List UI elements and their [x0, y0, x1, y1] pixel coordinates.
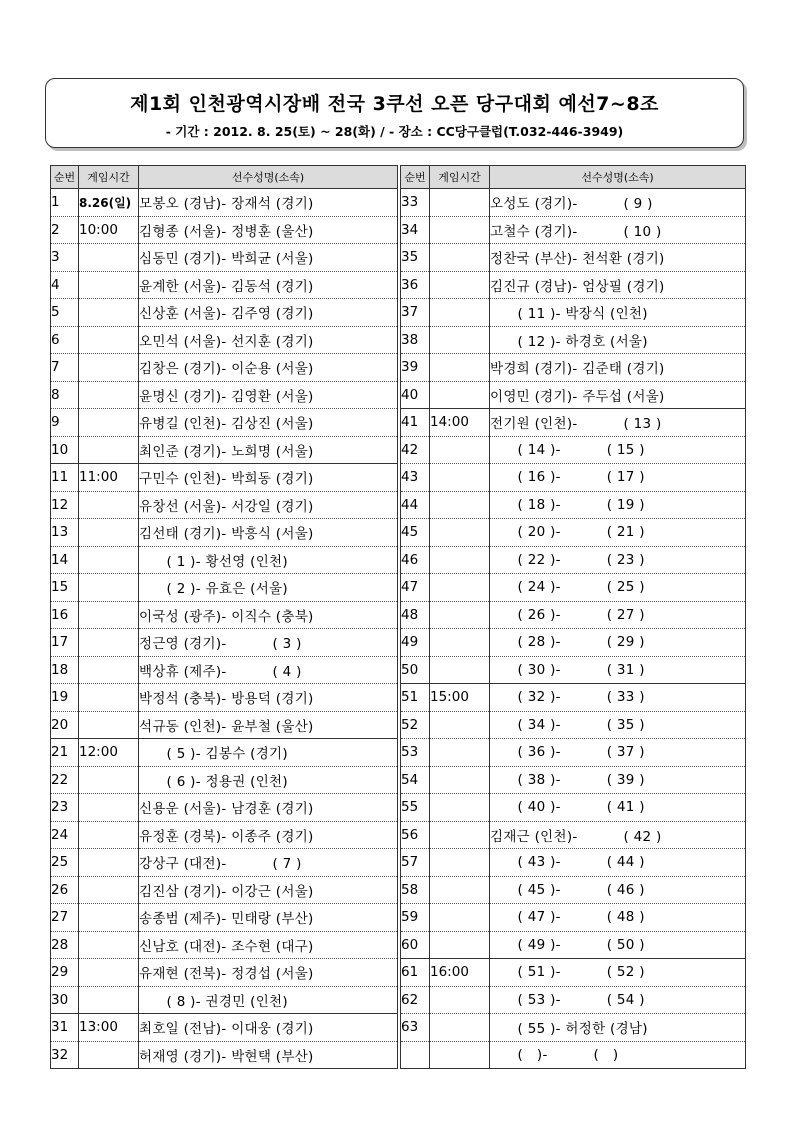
match-number: 28 — [51, 931, 79, 959]
game-time — [79, 711, 139, 739]
match-players: ( 11 )- 박장식 (인천) — [490, 299, 746, 327]
table-row — [401, 271, 746, 299]
table-row — [51, 409, 398, 437]
match-players: ( 51 )- ( 52 ) — [490, 959, 746, 987]
table-row — [401, 986, 746, 1014]
match-players: 강상구 (대전)- ( 7 ) — [139, 849, 398, 877]
table-row — [401, 766, 746, 794]
game-time: 15:00 — [430, 684, 490, 712]
match-number: 60 — [401, 931, 430, 959]
game-time — [430, 216, 490, 244]
schedule-body-right — [401, 189, 746, 1069]
match-number: 39 — [401, 354, 430, 382]
table-row — [401, 464, 746, 492]
col-header-no: 순번 — [401, 166, 430, 189]
match-number: 54 — [401, 766, 430, 794]
match-players: ( 36 )- ( 37 ) — [490, 739, 746, 767]
match-players: 오성도 (경기)- ( 9 ) — [490, 189, 746, 217]
game-time — [430, 1041, 490, 1069]
match-players: 김진규 (경남)- 엄상필 (경기) — [490, 271, 746, 299]
table-row — [401, 409, 746, 437]
match-players: 송종범 (제주)- 민태랑 (부산) — [139, 904, 398, 932]
match-number: 30 — [51, 986, 79, 1014]
match-players: ( 40 )- ( 41 ) — [490, 794, 746, 822]
match-players: ( 12 )- 하경호 (서울) — [490, 326, 746, 354]
game-time — [430, 381, 490, 409]
match-players: 박경희 (경기)- 김준태 (경기) — [490, 354, 746, 382]
game-time — [430, 766, 490, 794]
match-number: 14 — [51, 546, 79, 574]
match-players: 정찬국 (부산)- 천석환 (경기) — [490, 244, 746, 272]
table-row — [51, 464, 398, 492]
game-time — [430, 299, 490, 327]
match-number: 5 — [51, 299, 79, 327]
match-players: 유병길 (인천)- 김상진 (서울) — [139, 409, 398, 437]
game-time: 10:00 — [79, 216, 139, 244]
match-number: 55 — [401, 794, 430, 822]
table-row — [51, 354, 398, 382]
table-row — [51, 629, 398, 657]
match-players: ( 34 )- ( 35 ) — [490, 711, 746, 739]
game-time — [430, 189, 490, 217]
game-time — [79, 244, 139, 272]
match-number: 27 — [51, 904, 79, 932]
game-time — [79, 519, 139, 547]
col-header-players: 선수성명(소속) — [490, 166, 746, 189]
match-number: 45 — [401, 519, 430, 547]
match-players: 모봉오 (경남)- 장재석 (경기) — [139, 189, 398, 217]
match-players: 유정훈 (경북)- 이종주 (경기) — [139, 821, 398, 849]
table-row — [51, 849, 398, 877]
match-number: 53 — [401, 739, 430, 767]
table-row — [51, 959, 398, 987]
match-number: 21 — [51, 739, 79, 767]
match-number: 34 — [401, 216, 430, 244]
game-time — [79, 766, 139, 794]
match-players: 유창선 (서울)- 서강일 (경기) — [139, 491, 398, 519]
match-number: 37 — [401, 299, 430, 327]
game-time — [79, 409, 139, 437]
game-time — [430, 464, 490, 492]
match-number: 33 — [401, 189, 430, 217]
game-time — [79, 959, 139, 987]
table-row — [51, 684, 398, 712]
game-time — [79, 821, 139, 849]
match-number: 51 — [401, 684, 430, 712]
match-number: 50 — [401, 656, 430, 684]
match-players: ( )- ( ) — [490, 1041, 746, 1069]
table-row — [401, 601, 746, 629]
table-row — [401, 849, 746, 877]
match-number: 48 — [401, 601, 430, 629]
table-row — [51, 794, 398, 822]
table-row — [401, 711, 746, 739]
match-players: 김창은 (경기)- 이순용 (서울) — [139, 354, 398, 382]
match-players: 김재근 (인천)- ( 42 ) — [490, 821, 746, 849]
match-players: 정근영 (경기)- ( 3 ) — [139, 629, 398, 657]
match-players: 신용운 (서울)- 남경훈 (경기) — [139, 794, 398, 822]
table-row — [51, 546, 398, 574]
match-number: 42 — [401, 436, 430, 464]
match-number: 3 — [51, 244, 79, 272]
match-players: ( 22 )- ( 23 ) — [490, 546, 746, 574]
match-players: 유재현 (전북)- 정경섭 (서울) — [139, 959, 398, 987]
match-number: 57 — [401, 849, 430, 877]
table-row — [401, 244, 746, 272]
game-time — [79, 574, 139, 602]
match-players: ( 43 )- ( 44 ) — [490, 849, 746, 877]
game-time — [430, 849, 490, 877]
table-row — [401, 876, 746, 904]
table-row — [401, 931, 746, 959]
match-players: ( 47 )- ( 48 ) — [490, 904, 746, 932]
match-number: 36 — [401, 271, 430, 299]
match-number: 19 — [51, 684, 79, 712]
table-row — [401, 519, 746, 547]
table-row — [401, 546, 746, 574]
match-number: 23 — [51, 794, 79, 822]
match-players: ( 2 )- 유효은 (서울) — [139, 574, 398, 602]
match-players: ( 53 )- ( 54 ) — [490, 986, 746, 1014]
match-players: 최인준 (경기)- 노희명 (서울) — [139, 436, 398, 464]
game-time — [430, 931, 490, 959]
match-players: ( 45 )- ( 46 ) — [490, 876, 746, 904]
match-number: 44 — [401, 491, 430, 519]
match-number: 62 — [401, 986, 430, 1014]
game-time — [430, 271, 490, 299]
match-number: 56 — [401, 821, 430, 849]
game-time — [430, 821, 490, 849]
match-players: ( 6 )- 정용권 (인천) — [139, 766, 398, 794]
match-number: 7 — [51, 354, 79, 382]
match-players: ( 14 )- ( 15 ) — [490, 436, 746, 464]
schedule-table-right — [400, 165, 746, 1069]
table-row — [401, 189, 746, 217]
game-time — [79, 546, 139, 574]
match-players: ( 8 )- 권경민 (인천) — [139, 986, 398, 1014]
game-time: 8.26(일) — [79, 189, 139, 217]
match-number: 35 — [401, 244, 430, 272]
table-row — [51, 216, 398, 244]
match-players: ( 55 )- 허정한 (경남) — [490, 1014, 746, 1042]
table-row — [401, 491, 746, 519]
game-time — [430, 244, 490, 272]
match-number: 11 — [51, 464, 79, 492]
match-players: 신남호 (대전)- 조수현 (대구) — [139, 931, 398, 959]
match-number: 59 — [401, 904, 430, 932]
table-row — [401, 629, 746, 657]
match-number: 24 — [51, 821, 79, 849]
game-time — [79, 986, 139, 1014]
col-header-time: 게임시간 — [79, 166, 139, 189]
match-number: 32 — [51, 1041, 79, 1069]
game-time: 16:00 — [430, 959, 490, 987]
match-players: 허재영 (경기)- 박현택 (부산) — [139, 1041, 398, 1069]
game-time — [430, 794, 490, 822]
match-number: 31 — [51, 1014, 79, 1042]
match-number: 63 — [401, 1014, 430, 1042]
match-number: 20 — [51, 711, 79, 739]
table-row — [401, 904, 746, 932]
game-time — [79, 876, 139, 904]
match-number: 10 — [51, 436, 79, 464]
table-row — [401, 1014, 746, 1042]
match-number: 38 — [401, 326, 430, 354]
game-time — [79, 299, 139, 327]
game-time — [430, 711, 490, 739]
game-time: 12:00 — [79, 739, 139, 767]
match-number: 43 — [401, 464, 430, 492]
game-time — [79, 849, 139, 877]
match-players: ( 49 )- ( 50 ) — [490, 931, 746, 959]
match-players: 김선태 (경기)- 박흥식 (서울) — [139, 519, 398, 547]
table-row — [401, 216, 746, 244]
game-time — [79, 271, 139, 299]
game-time — [79, 794, 139, 822]
game-time — [79, 684, 139, 712]
table-row — [51, 574, 398, 602]
game-time — [79, 436, 139, 464]
game-time: 13:00 — [79, 1014, 139, 1042]
table-row — [401, 684, 746, 712]
match-number: 49 — [401, 629, 430, 657]
game-time — [430, 986, 490, 1014]
match-players: 전기원 (인천)- ( 13 ) — [490, 409, 746, 437]
title-box — [45, 78, 744, 148]
table-row — [51, 244, 398, 272]
match-players: ( 18 )- ( 19 ) — [490, 491, 746, 519]
match-number: 26 — [51, 876, 79, 904]
game-time — [79, 656, 139, 684]
match-number: 16 — [51, 601, 79, 629]
schedule-body-left — [51, 189, 398, 1069]
match-players: 구민수 (인천)- 박희동 (경기) — [139, 464, 398, 492]
game-time — [79, 1041, 139, 1069]
match-number: 4 — [51, 271, 79, 299]
game-time — [430, 656, 490, 684]
game-time — [79, 491, 139, 519]
game-time — [79, 904, 139, 932]
match-players: ( 5 )- 김봉수 (경기) — [139, 739, 398, 767]
match-number: 18 — [51, 656, 79, 684]
schedule-table-left — [50, 165, 398, 1069]
table-row — [401, 794, 746, 822]
table-row — [51, 656, 398, 684]
match-number: 6 — [51, 326, 79, 354]
table-row — [51, 601, 398, 629]
match-number — [401, 1041, 430, 1069]
match-number: 9 — [51, 409, 79, 437]
table-row — [401, 436, 746, 464]
match-number: 61 — [401, 959, 430, 987]
table-row — [51, 931, 398, 959]
match-players: ( 24 )- ( 25 ) — [490, 574, 746, 602]
table-row — [51, 299, 398, 327]
col-header-no: 순번 — [51, 166, 79, 189]
table-row — [51, 821, 398, 849]
match-number: 17 — [51, 629, 79, 657]
table-row — [401, 354, 746, 382]
match-players: 심동민 (경기)- 박희균 (서울) — [139, 244, 398, 272]
match-players: ( 30 )- ( 31 ) — [490, 656, 746, 684]
event-info: - 기간 : 2012. 8. 25(토) ~ 28(화) / - 장소 : CC당구클럽(T.032-446-3949) — [165, 124, 624, 139]
match-players: ( 26 )- ( 27 ) — [490, 601, 746, 629]
table-row — [51, 519, 398, 547]
match-number: 58 — [401, 876, 430, 904]
game-time: 14:00 — [430, 409, 490, 437]
match-players: 박정석 (충북)- 방용덕 (경기) — [139, 684, 398, 712]
match-players: ( 20 )- ( 21 ) — [490, 519, 746, 547]
table-row — [401, 381, 746, 409]
match-number: 29 — [51, 959, 79, 987]
game-time — [430, 629, 490, 657]
table-row — [401, 1041, 746, 1069]
game-time — [79, 381, 139, 409]
game-time — [430, 491, 490, 519]
table-row — [51, 436, 398, 464]
table-row — [51, 326, 398, 354]
page-title: 제1회 인천광역시장배 전국 3쿠선 오픈 당구대회 예선7~8조 — [130, 93, 659, 115]
game-time — [79, 354, 139, 382]
table-row — [51, 271, 398, 299]
col-header-players: 선수성명(소속) — [139, 166, 398, 189]
match-players: 오민석 (서울)- 선지훈 (경기) — [139, 326, 398, 354]
match-number: 52 — [401, 711, 430, 739]
table-row — [401, 574, 746, 602]
match-number: 15 — [51, 574, 79, 602]
game-time — [430, 326, 490, 354]
match-number: 12 — [51, 491, 79, 519]
table-row — [401, 959, 746, 987]
match-players: 이영민 (경기)- 주두섭 (서울) — [490, 381, 746, 409]
game-time — [430, 546, 490, 574]
match-players: 김형종 (서울)- 정병훈 (울산) — [139, 216, 398, 244]
match-number: 13 — [51, 519, 79, 547]
col-header-time: 게임시간 — [430, 166, 490, 189]
match-players: ( 38 )- ( 39 ) — [490, 766, 746, 794]
match-number: 22 — [51, 766, 79, 794]
game-time — [79, 326, 139, 354]
table-row — [51, 739, 398, 767]
table-row — [51, 491, 398, 519]
match-number: 8 — [51, 381, 79, 409]
game-time — [430, 601, 490, 629]
match-players: 석규동 (인천)- 윤부철 (울산) — [139, 711, 398, 739]
match-players: ( 28 )- ( 29 ) — [490, 629, 746, 657]
game-time — [79, 931, 139, 959]
match-players: 백상휴 (제주)- ( 4 ) — [139, 656, 398, 684]
table-row — [401, 326, 746, 354]
table-row — [51, 986, 398, 1014]
game-time — [430, 436, 490, 464]
table-row — [401, 821, 746, 849]
match-number: 25 — [51, 849, 79, 877]
match-players: 신상훈 (서울)- 김주영 (경기) — [139, 299, 398, 327]
table-row — [51, 1014, 398, 1042]
game-time — [79, 601, 139, 629]
match-players: 최호일 (전남)- 이대웅 (경기) — [139, 1014, 398, 1042]
table-row — [401, 739, 746, 767]
match-players: ( 32 )- ( 33 ) — [490, 684, 746, 712]
match-players: 고철수 (경기)- ( 10 ) — [490, 216, 746, 244]
table-row — [51, 766, 398, 794]
game-time: 11:00 — [79, 464, 139, 492]
table-row — [51, 189, 398, 217]
table-row — [401, 299, 746, 327]
table-row — [51, 381, 398, 409]
game-time — [430, 1014, 490, 1042]
table-row — [51, 904, 398, 932]
table-row — [401, 656, 746, 684]
game-time — [430, 904, 490, 932]
match-players: 윤명신 (경기)- 김영환 (서울) — [139, 381, 398, 409]
table-row — [51, 876, 398, 904]
game-time — [430, 574, 490, 602]
match-number: 41 — [401, 409, 430, 437]
game-time — [430, 739, 490, 767]
match-players: 윤계한 (서울)- 김동석 (경기) — [139, 271, 398, 299]
match-players: ( 16 )- ( 17 ) — [490, 464, 746, 492]
match-players: ( 1 )- 황선영 (인천) — [139, 546, 398, 574]
match-number: 40 — [401, 381, 430, 409]
match-number: 46 — [401, 546, 430, 574]
table-row — [51, 1041, 398, 1069]
game-time — [430, 876, 490, 904]
match-number: 1 — [51, 189, 79, 217]
match-players: 이국성 (광주)- 이직수 (충북) — [139, 601, 398, 629]
match-number: 2 — [51, 216, 79, 244]
game-time — [430, 519, 490, 547]
table-row — [51, 711, 398, 739]
game-time — [79, 629, 139, 657]
game-time — [430, 354, 490, 382]
match-number: 47 — [401, 574, 430, 602]
match-players: 김진삼 (경기)- 이강근 (서울) — [139, 876, 398, 904]
